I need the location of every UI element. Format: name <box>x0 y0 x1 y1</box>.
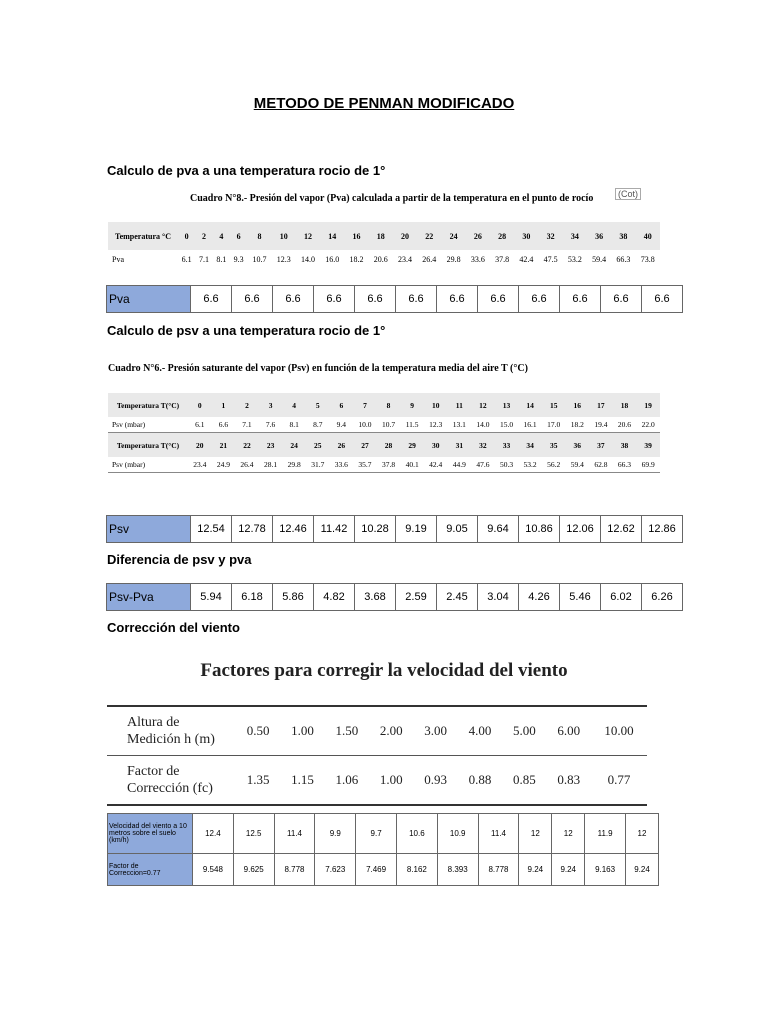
velocity-cell: 9.9 <box>315 814 356 854</box>
pva-value-cell: 59.4 <box>592 254 607 264</box>
psv-value-cell: 8.7 <box>306 417 330 433</box>
pva-calc-cell: 6.6 <box>232 286 273 313</box>
psv-value-cell: 69.9 <box>636 457 660 473</box>
pva-temp-cell: 2 <box>195 222 212 250</box>
psv-temp-cell: 5 <box>306 393 330 417</box>
factor-cell: 1.06 <box>325 756 369 806</box>
heading-diff: Diferencia de psv y pva <box>107 552 252 567</box>
corrected-cell: 9.24 <box>625 854 658 886</box>
psv-temp-cell: 11 <box>448 393 472 417</box>
psv-temp-cell: 33 <box>495 433 519 458</box>
psv-value-cell: 47.6 <box>471 457 495 473</box>
psv-calc-cell: 9.19 <box>396 516 437 543</box>
diff-calc-cell: 4.26 <box>519 584 560 611</box>
psv-value-cell: 17.0 <box>542 417 566 433</box>
psv-calc-cell: 9.05 <box>437 516 478 543</box>
psv-value-cell: 7.6 <box>259 417 283 433</box>
height-cell: 3.00 <box>413 706 457 756</box>
psv-value-cell: 42.4 <box>424 457 448 473</box>
psv-value-cell: 19.4 <box>589 417 613 433</box>
psv-temp-cell: 2 <box>235 393 259 417</box>
wind-table-title: Factores para corregir la velocidad del viento <box>200 660 568 681</box>
pva-calc-cell: 6.6 <box>478 286 519 313</box>
pva-value-cell: 29.8 <box>446 254 461 264</box>
psv-value-cell: 44.9 <box>448 457 472 473</box>
pva-calc-cell: 6.6 <box>519 286 560 313</box>
psv-temp-cell: 30 <box>424 433 448 458</box>
pva-temp-cell: 14 <box>320 222 344 250</box>
pva-temp-cell: 36 <box>587 222 611 250</box>
corrected-row <box>108 854 659 886</box>
page-title: METODO DE PENMAN MODIFICADO <box>253 95 515 112</box>
psv-value-cell: 53.2 <box>518 457 542 473</box>
diff-calc-cell: 4.82 <box>314 584 355 611</box>
psv-temp-cell: 12 <box>471 393 495 417</box>
psv-value-cell: 6.6 <box>212 417 236 433</box>
psv-value-cell: 56.2 <box>542 457 566 473</box>
factor-cell: 0.88 <box>458 756 502 806</box>
pva-value-cell: 33.6 <box>470 254 485 264</box>
psv-value-cell: 13.1 <box>448 417 472 433</box>
corrected-row-label: Factor de Correccion=0.77 <box>108 854 193 886</box>
pva-value-cell: 12.3 <box>276 254 291 264</box>
psv-value-cell: 66.3 <box>613 457 637 473</box>
psv-value-cell: 6.1 <box>188 417 212 433</box>
corrected-cell: 7.623 <box>315 854 356 886</box>
psv-value-cell: 18.2 <box>566 417 590 433</box>
pva-header-row <box>108 222 660 250</box>
pva-value-cell: 53.2 <box>567 254 582 264</box>
psv-table-caption: Cuadro N°6.- Presión saturante del vapor (Psv) en función de la temperatura media del aire T (°C) <box>108 363 528 374</box>
psv-calc-cell: 12.06 <box>560 516 601 543</box>
pva-temp-cell: 12 <box>296 222 320 250</box>
pva-temp-cell: 20 <box>393 222 417 250</box>
heading-psv: Calculo de psv a una temperatura rocio de 1° <box>107 323 386 338</box>
psv-value-cell: 40.1 <box>400 457 424 473</box>
psv-temp-cell: 38 <box>613 433 637 458</box>
height-cell: 1.00 <box>280 706 324 756</box>
factor-cell: 0.85 <box>502 756 546 806</box>
psv-temp-cell: 31 <box>448 433 472 458</box>
psv-temp-cell: 25 <box>306 433 330 458</box>
psv-temp-cell: 14 <box>518 393 542 417</box>
pva-value-cell: 8.1 <box>216 254 227 264</box>
factor-cell: 0.77 <box>591 756 647 806</box>
pva-temp-cell: 24 <box>441 222 465 250</box>
pva-row-label: Pva <box>112 254 124 264</box>
psv-temp-cell: 21 <box>212 433 236 458</box>
pva-value-cell: 20.6 <box>373 254 388 264</box>
psv-value-cell: 15.0 <box>495 417 519 433</box>
psv-value-cell: 9.4 <box>330 417 354 433</box>
pva-calc-row <box>107 286 683 313</box>
psv-calc-cell: 12.86 <box>642 516 683 543</box>
corrected-cell: 8.162 <box>396 854 437 886</box>
corrected-cell: 8.778 <box>478 854 519 886</box>
velocity-row-label: Velocidad del viento a 10 metros sobre el suelo (km/h) <box>108 814 193 854</box>
diff-calc-cell: 6.18 <box>232 584 273 611</box>
pva-calc-cell: 6.6 <box>191 286 232 313</box>
pva-calc-cell: 6.6 <box>396 286 437 313</box>
pva-value-cell: 73.8 <box>640 254 655 264</box>
psv-temp-cell: 36 <box>566 433 590 458</box>
pva-temp-cell: 8 <box>247 222 271 250</box>
pva-value-cell: 23.4 <box>398 254 413 264</box>
factor-cell: 0.83 <box>547 756 591 806</box>
height-cell: 0.50 <box>236 706 280 756</box>
pva-temp-cell: 6 <box>230 222 247 250</box>
psv-temp-cell: 35 <box>542 433 566 458</box>
psv-value-cell: 24.9 <box>212 457 236 473</box>
psv-value-cell: 26.4 <box>235 457 259 473</box>
corrected-cell: 8.393 <box>437 854 478 886</box>
psv-value-cell: 7.1 <box>235 417 259 433</box>
psv-row-label-b: Psv (mbar) <box>108 457 188 473</box>
height-cell: 5.00 <box>502 706 546 756</box>
psv-temp-cell: 19 <box>636 393 660 417</box>
pva-value-cell: 37.8 <box>495 254 510 264</box>
psv-temp-cell: 20 <box>188 433 212 458</box>
pva-calc-table <box>106 285 683 313</box>
psv-temp-cell: 23 <box>259 433 283 458</box>
corrected-cell: 7.469 <box>356 854 397 886</box>
pva-calc-cell: 6.6 <box>273 286 314 313</box>
psv-calc-label: Psv <box>107 516 191 543</box>
pva-value-cell: 18.2 <box>349 254 364 264</box>
psv-value-cell: 23.4 <box>188 457 212 473</box>
pva-temp-cell: 34 <box>563 222 587 250</box>
pva-temp-cell: 40 <box>636 222 660 250</box>
height-cell: 1.50 <box>325 706 369 756</box>
psv-temp-cell: 29 <box>400 433 424 458</box>
psv-calc-row <box>107 516 683 543</box>
pva-temp-cell: 32 <box>539 222 563 250</box>
height-cell: 4.00 <box>458 706 502 756</box>
wind-factor-table <box>107 705 647 806</box>
psv-temp-cell: 27 <box>353 433 377 458</box>
psv-temp-cell: 10 <box>424 393 448 417</box>
pva-temp-cell: 18 <box>369 222 393 250</box>
pva-value-cell: 66.3 <box>616 254 631 264</box>
diff-calc-cell: 2.59 <box>396 584 437 611</box>
psv-temp-cell: 9 <box>400 393 424 417</box>
factor-cell: 0.93 <box>413 756 457 806</box>
psv-value-cell: 14.0 <box>471 417 495 433</box>
corrected-cell: 9.24 <box>552 854 585 886</box>
psv-temp-cell: 15 <box>542 393 566 417</box>
diff-calc-cell: 6.02 <box>601 584 642 611</box>
pva-temp-cell: 4 <box>213 222 230 250</box>
pva-value-cell: 42.4 <box>519 254 534 264</box>
psv-calc-cell: 12.46 <box>273 516 314 543</box>
velocity-cell: 12 <box>625 814 658 854</box>
pva-calc-cell: 6.6 <box>355 286 396 313</box>
psv-value-cell: 33.6 <box>330 457 354 473</box>
diff-calc-row <box>107 584 683 611</box>
heading-wind: Corrección del viento <box>107 620 240 635</box>
pva-calc-label: Pva <box>107 286 191 313</box>
psv-temp-cell: 32 <box>471 433 495 458</box>
pva-calc-cell: 6.6 <box>601 286 642 313</box>
pva-value-cell: 26.4 <box>422 254 437 264</box>
velocity-cell: 12.4 <box>193 814 234 854</box>
psv-value-cell: 20.6 <box>613 417 637 433</box>
pva-reference-table <box>108 222 660 268</box>
diff-calc-table <box>106 583 683 611</box>
psv-temp-cell: 13 <box>495 393 519 417</box>
factor-row-label: Factor de Corrección (fc) <box>107 756 236 806</box>
pva-temp-cell: 16 <box>344 222 368 250</box>
psv-row-label-a: Psv (mbar) <box>108 417 188 433</box>
pva-temp-cell: 28 <box>490 222 514 250</box>
logo-stamp: (Cot) <box>615 188 641 200</box>
corrected-cell: 9.163 <box>585 854 626 886</box>
pva-header-label: Temperatura °C <box>108 222 178 250</box>
psv-temp-cell: 1 <box>212 393 236 417</box>
psv-temp-cell: 4 <box>282 393 306 417</box>
psv-calc-table <box>106 515 683 543</box>
velocity-cell: 11.4 <box>478 814 519 854</box>
height-row-label: Altura de Medición h (m) <box>107 706 236 756</box>
pva-temp-cell: 30 <box>514 222 538 250</box>
velocity-cell: 12 <box>552 814 585 854</box>
height-row <box>107 706 647 756</box>
psv-temp-cell: 0 <box>188 393 212 417</box>
psv-header-label-a: Temperatura T(°C) <box>108 393 188 417</box>
pva-calc-cell: 6.6 <box>437 286 478 313</box>
corrected-cell: 9.625 <box>233 854 274 886</box>
psv-calc-cell: 10.86 <box>519 516 560 543</box>
pva-temp-cell: 26 <box>466 222 490 250</box>
pva-value-cell: 47.5 <box>543 254 558 264</box>
psv-temp-cell: 16 <box>566 393 590 417</box>
velocity-row <box>108 814 659 854</box>
velocity-cell: 10.9 <box>437 814 478 854</box>
pva-value-cell: 10.7 <box>252 254 267 264</box>
psv-temp-cell: 24 <box>282 433 306 458</box>
pva-temp-cell: 10 <box>272 222 296 250</box>
pva-values-row <box>108 250 660 268</box>
factor-cell: 1.00 <box>369 756 413 806</box>
psv-header-row-b <box>108 433 660 458</box>
psv-calc-cell: 10.28 <box>355 516 396 543</box>
corrected-cell: 9.548 <box>193 854 234 886</box>
psv-value-cell: 10.0 <box>353 417 377 433</box>
psv-temp-cell: 22 <box>235 433 259 458</box>
psv-temp-cell: 28 <box>377 433 401 458</box>
diff-calc-cell: 3.04 <box>478 584 519 611</box>
psv-temp-cell: 39 <box>636 433 660 458</box>
velocity-cell: 11.9 <box>585 814 626 854</box>
psv-value-cell: 8.1 <box>282 417 306 433</box>
psv-calc-cell: 11.42 <box>314 516 355 543</box>
psv-temp-cell: 7 <box>353 393 377 417</box>
psv-header-label-b: Temperatura T(°C) <box>108 433 188 458</box>
velocity-cell: 9.7 <box>356 814 397 854</box>
corrected-cell: 8.778 <box>274 854 315 886</box>
psv-temp-cell: 17 <box>589 393 613 417</box>
diff-calc-cell: 5.94 <box>191 584 232 611</box>
psv-temp-cell: 34 <box>518 433 542 458</box>
velocity-table <box>107 813 659 886</box>
psv-temp-cell: 37 <box>589 433 613 458</box>
corrected-cell: 9.24 <box>519 854 552 886</box>
psv-reference-table <box>108 393 660 473</box>
psv-value-cell: 28.1 <box>259 457 283 473</box>
psv-value-cell: 31.7 <box>306 457 330 473</box>
psv-value-cell: 35.7 <box>353 457 377 473</box>
psv-header-row-a <box>108 393 660 417</box>
height-cell: 10.00 <box>591 706 647 756</box>
psv-value-cell: 59.4 <box>566 457 590 473</box>
pva-value-cell: 16.0 <box>325 254 340 264</box>
diff-calc-cell: 2.45 <box>437 584 478 611</box>
pva-table-caption: Cuadro N°8.- Presión del vapor (Pva) calculada a partir de la temperatura en el punto de rocío <box>190 193 594 204</box>
velocity-cell: 12 <box>519 814 552 854</box>
factor-row <box>107 756 647 806</box>
diff-calc-cell: 6.26 <box>642 584 683 611</box>
pva-calc-cell: 6.6 <box>560 286 601 313</box>
velocity-cell: 11.4 <box>274 814 315 854</box>
heading-pva: Calculo de pva a una temperatura rocio de 1° <box>107 163 386 178</box>
diff-calc-cell: 5.46 <box>560 584 601 611</box>
pva-value-cell: 7.1 <box>198 254 209 264</box>
velocity-cell: 10.6 <box>396 814 437 854</box>
psv-value-cell: 29.8 <box>282 457 306 473</box>
psv-temp-cell: 18 <box>613 393 637 417</box>
psv-temp-cell: 6 <box>330 393 354 417</box>
psv-value-cell: 11.5 <box>400 417 424 433</box>
psv-value-cell: 10.7 <box>377 417 401 433</box>
psv-values-row-a <box>108 417 660 433</box>
pva-value-cell: 9.3 <box>233 254 244 264</box>
factor-cell: 1.15 <box>280 756 324 806</box>
velocity-cell: 12.5 <box>233 814 274 854</box>
pva-temp-cell: 38 <box>611 222 635 250</box>
psv-calc-cell: 12.62 <box>601 516 642 543</box>
psv-temp-cell: 26 <box>330 433 354 458</box>
factor-cell: 1.35 <box>236 756 280 806</box>
pva-temp-cell: 22 <box>417 222 441 250</box>
pva-temp-cell: 0 <box>178 222 195 250</box>
psv-temp-cell: 8 <box>377 393 401 417</box>
pva-value-cell: 14.0 <box>300 254 315 264</box>
psv-calc-cell: 12.54 <box>191 516 232 543</box>
psv-value-cell: 22.0 <box>636 417 660 433</box>
psv-value-cell: 62.8 <box>589 457 613 473</box>
psv-values-row-b <box>108 457 660 473</box>
psv-value-cell: 37.8 <box>377 457 401 473</box>
psv-calc-cell: 12.78 <box>232 516 273 543</box>
pva-calc-cell: 6.6 <box>314 286 355 313</box>
psv-value-cell: 50.3 <box>495 457 519 473</box>
diff-calc-cell: 3.68 <box>355 584 396 611</box>
diff-calc-label: Psv-Pva <box>107 584 191 611</box>
pva-calc-cell: 6.6 <box>642 286 683 313</box>
psv-value-cell: 12.3 <box>424 417 448 433</box>
psv-value-cell: 16.1 <box>518 417 542 433</box>
diff-calc-cell: 5.86 <box>273 584 314 611</box>
psv-calc-cell: 9.64 <box>478 516 519 543</box>
height-cell: 6.00 <box>547 706 591 756</box>
pva-value-cell: 6.1 <box>181 254 192 264</box>
psv-temp-cell: 3 <box>259 393 283 417</box>
height-cell: 2.00 <box>369 706 413 756</box>
